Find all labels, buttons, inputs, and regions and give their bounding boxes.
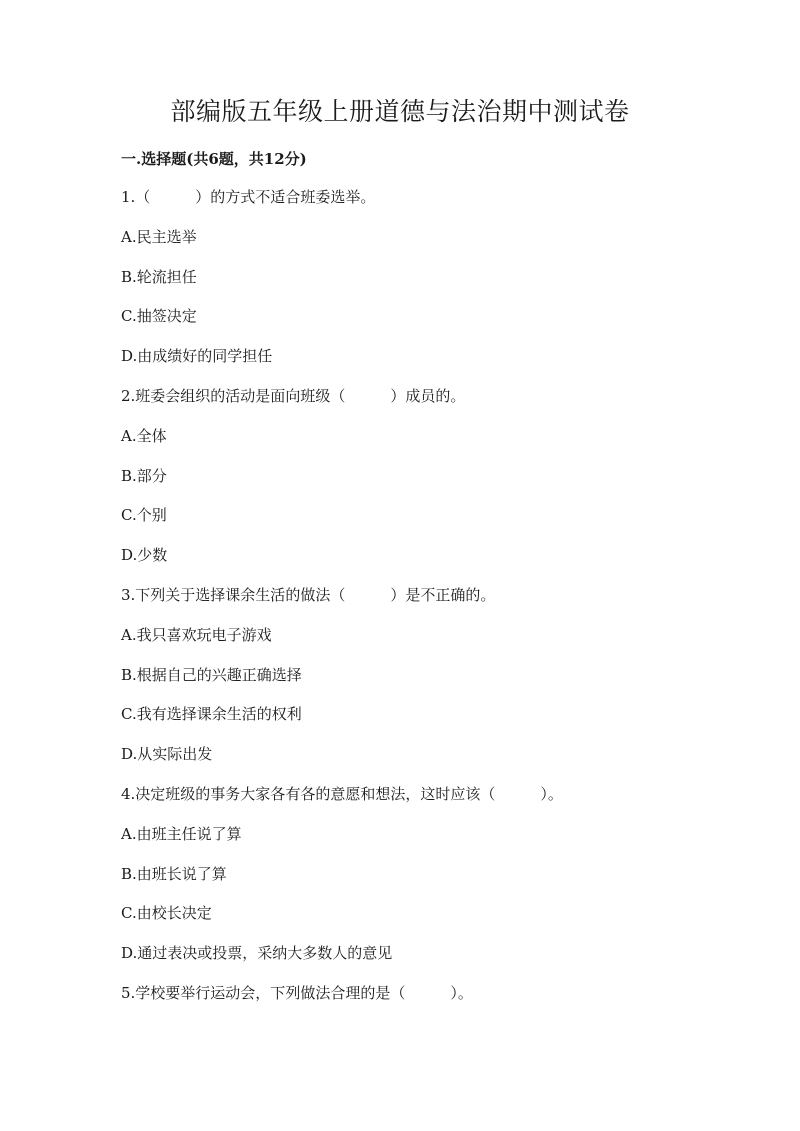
answer-option: A.由班主任说了算: [121, 824, 242, 843]
page-title: 部编版五年级上册道德与法治期中测试卷: [170, 97, 630, 126]
question-stem: 3.下列关于选择课余生活的做法（ ）是不正确的。: [121, 585, 496, 604]
answer-option: B.轮流担任: [121, 267, 197, 286]
answer-option: C.个别: [121, 506, 167, 525]
answer-option: B.由班长说了算: [121, 864, 227, 883]
answer-option: A.我只喜欢玩电子游戏: [121, 625, 272, 644]
question-stem: 1.（ ）的方式不适合班委选举。: [121, 188, 376, 206]
answer-option: C.我有选择课余生活的权利: [121, 705, 302, 724]
question-stem: 4.决定班级的事务大家各有各的意愿和想法，这时应该（ ）。: [121, 784, 563, 803]
answer-option: C.由校长决定: [121, 904, 212, 923]
question-list: [121, 187, 741, 1023]
answer-option: B.根据自己的兴趣正确选择: [121, 665, 302, 684]
section-heading: 一.选择题(共6题，共12分): [121, 150, 307, 168]
answer-option: D.通过表决或投票，采纳大多数人的意见: [121, 944, 393, 963]
answer-option: D.少数: [121, 546, 168, 565]
answer-option: D.由成绩好的同学担任: [121, 347, 273, 366]
answer-option: A.民主选举: [121, 227, 197, 246]
answer-option: C.抽签决定: [121, 307, 197, 326]
answer-option: D.从实际出发: [121, 745, 213, 764]
answer-option: B.部分: [121, 466, 167, 485]
answer-option: A.全体: [121, 426, 167, 445]
question-stem: 2.班委会组织的活动是面向班级（ ）成员的。: [121, 386, 466, 405]
question-stem: 5.学校要举行运动会，下列做法合理的是（ ）。: [121, 983, 473, 1002]
